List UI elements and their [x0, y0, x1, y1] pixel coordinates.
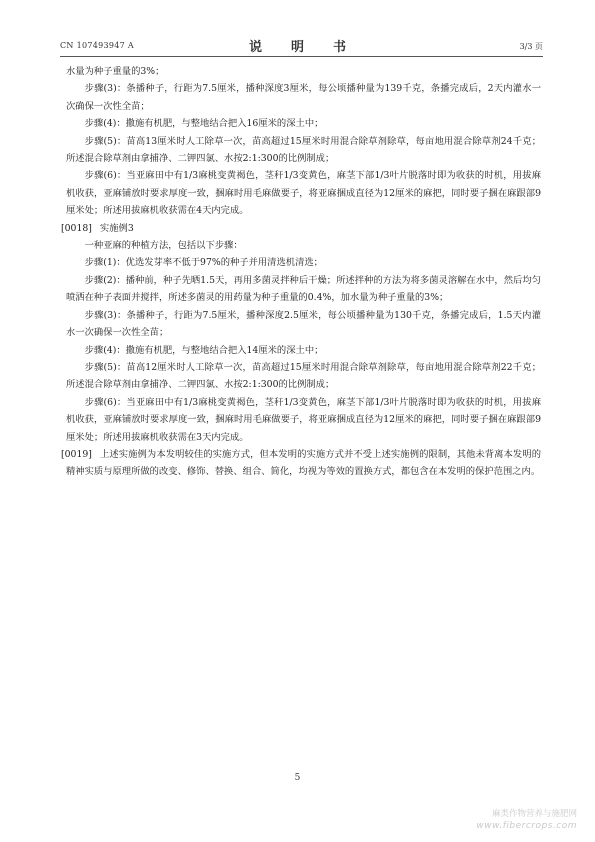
paragraph: 步骤(5)：苗高12厘米时人工除草一次，苗高超过15厘米时用混合除草剂除草，每亩地用混合除草剂22千克；所述混合除草剂由拿捕净、二钾四氯、水按2:1:300的比例制成；: [66, 361, 541, 391]
paragraph: 一种亚麻的种植方法，包括以下步骤：: [84, 240, 243, 252]
page-header: [60, 36, 543, 54]
document-title: 说 明 书: [248, 40, 354, 55]
paragraph: 步骤(1)：优选发芽率不低于97%的种子并用清选机清选；: [84, 257, 323, 269]
header-divider: [60, 56, 543, 57]
paragraph: 步骤(4)：撒施有机肥，与整地结合把入14厘米的深土中；: [84, 344, 324, 356]
paragraph: 步骤(2)：播种前，种子先晒1.5天，再用多菌灵拌种后干燥；所述拌种的方法为将多菌灵溶解在水中，然后均匀喷洒在种子表面并搅拌，所述多菌灵的用药量为种子重量的0.4%，加水量为种子重量的3%；: [66, 274, 541, 304]
watermark: [476, 808, 577, 832]
paragraph-text: 上述实施例为本发明较佳的实施方式，但本发明的实施方式并不受上述实施例的限制，其他未背离本发明的精神实质与原理所做的改变、修饰、替换、组合、简化，均视为等效的置换方式，都包含在本发明的保护范围之内。: [66, 448, 541, 478]
paragraph: 步骤(6)：当亚麻田中有1/3麻桃变黄褐色，茎秆1/3变黄色，麻茎下部1/3叶片脱落时即为收获的时机，用拔麻机收获，亚麻铺放时要求厚度一致，捆麻时用毛麻做要子，将亚麻捆成直径为12厘米的麻把，同时要子捆在麻跟部9厘米处；所述用拔麻机收获需在4天内完成。: [66, 170, 541, 217]
paragraph-number: [0019]: [61, 448, 92, 460]
numbered-paragraph: [61, 220, 541, 237]
paragraph: 水量为种子重量的3%；: [66, 66, 165, 77]
page-number: 5: [294, 773, 301, 783]
paragraph-text: 实施例3: [99, 222, 134, 234]
page-count: 3/3 页: [519, 42, 543, 51]
paragraph: 步骤(6)：当亚麻田中有1/3麻桃变黄褐色，茎秆1/3变黄色，麻茎下部1/3叶片脱落时即为收获的时机，用拔麻机收获，亚麻铺放时要求厚度一致，捆麻时用毛麻做要子，将亚麻捆成直径为12厘米的麻把，同时要子捆在麻跟部9厘米处；所述用拔麻机收获需在3天内完成。: [66, 396, 541, 443]
paragraph: 步骤(5)：苗高13厘米时人工除草一次，苗高超过15厘米时用混合除草剂除草，每亩地用混合除草剂24千克；所述混合除草剂由拿捕净、二钾四氯、水按2:1:300的比例制成；: [66, 135, 541, 165]
paragraph: 步骤(3)：条播种子，行距为7.5厘米，播种深度3厘米，每公顷播种量为139千克，条播完成后，2天内灌水一次确保一次性全苗；: [66, 83, 541, 112]
document-number: CN 107493947 A: [60, 41, 134, 50]
watermark-site-name: 麻类作物营养与施肥网: [491, 809, 577, 819]
paragraph-number: [0018]: [61, 222, 92, 234]
watermark-url: www.fibercrops.com: [476, 821, 577, 831]
document-body: [61, 63, 541, 481]
paragraph: 步骤(4)：撒施有机肥，与整地结合把入16厘米的深土中；: [84, 118, 324, 130]
numbered-paragraph: [61, 446, 541, 481]
paragraph: 步骤(3)：条播种子，行距为7.5厘米，播种深度2.5厘米，每公顷播种量为130千克，条播完成后，1.5天内灌水一次确保一次性全苗；: [66, 309, 541, 339]
